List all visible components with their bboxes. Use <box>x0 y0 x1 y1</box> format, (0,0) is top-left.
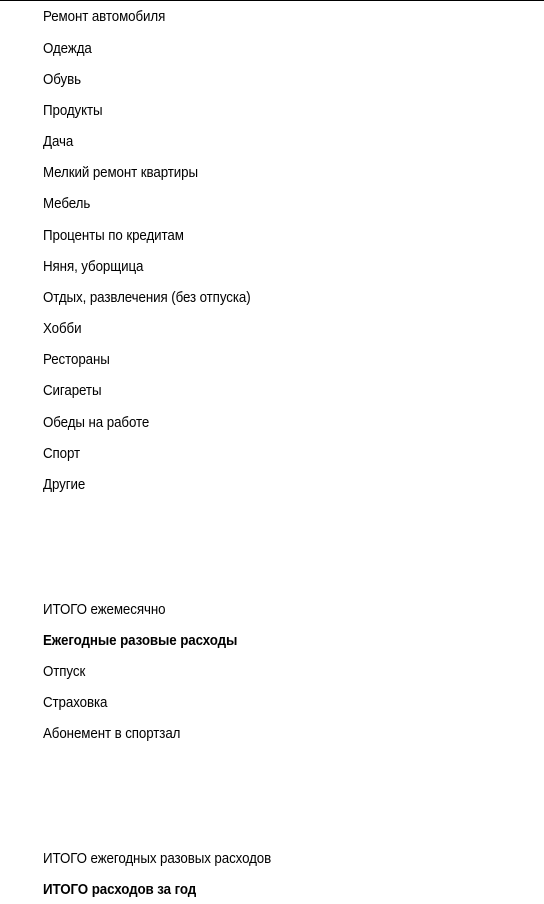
monthly-total-label: ИТОГО ежемесячно <box>43 602 166 618</box>
yearly-expenses-heading: Ежегодные разовые расходы <box>43 633 238 649</box>
expense-item: Отпуск <box>43 664 86 680</box>
expense-item: Страховка <box>43 695 108 711</box>
expense-item: Продукты <box>43 103 103 119</box>
expense-item: Няня, уборщица <box>43 259 144 275</box>
expense-item: Абонемент в спортзал <box>43 726 181 742</box>
expense-item: Хобби <box>43 321 82 337</box>
expense-item: Спорт <box>43 446 81 462</box>
expense-item: Отдых, развлечения (без отпуска) <box>43 290 251 306</box>
expense-item: Одежда <box>43 41 92 57</box>
expense-item: Другие <box>43 477 86 493</box>
grand-total-label: ИТОГО расходов за год <box>43 882 197 898</box>
expense-item: Обувь <box>43 72 81 88</box>
yearly-total-label: ИТОГО ежегодных разовых расходов <box>43 851 272 867</box>
expense-item: Дача <box>43 134 74 150</box>
expense-item: Мелкий ремонт квартиры <box>43 165 198 181</box>
expense-item: Обеды на работе <box>43 415 150 431</box>
expense-item: Проценты по кредитам <box>43 228 184 244</box>
expense-item: Сигареты <box>43 383 102 399</box>
expense-item: Рестораны <box>43 352 110 368</box>
top-border-line <box>0 0 544 1</box>
expense-item: Ремонт автомобиля <box>43 9 166 25</box>
expense-item: Мебель <box>43 196 91 212</box>
